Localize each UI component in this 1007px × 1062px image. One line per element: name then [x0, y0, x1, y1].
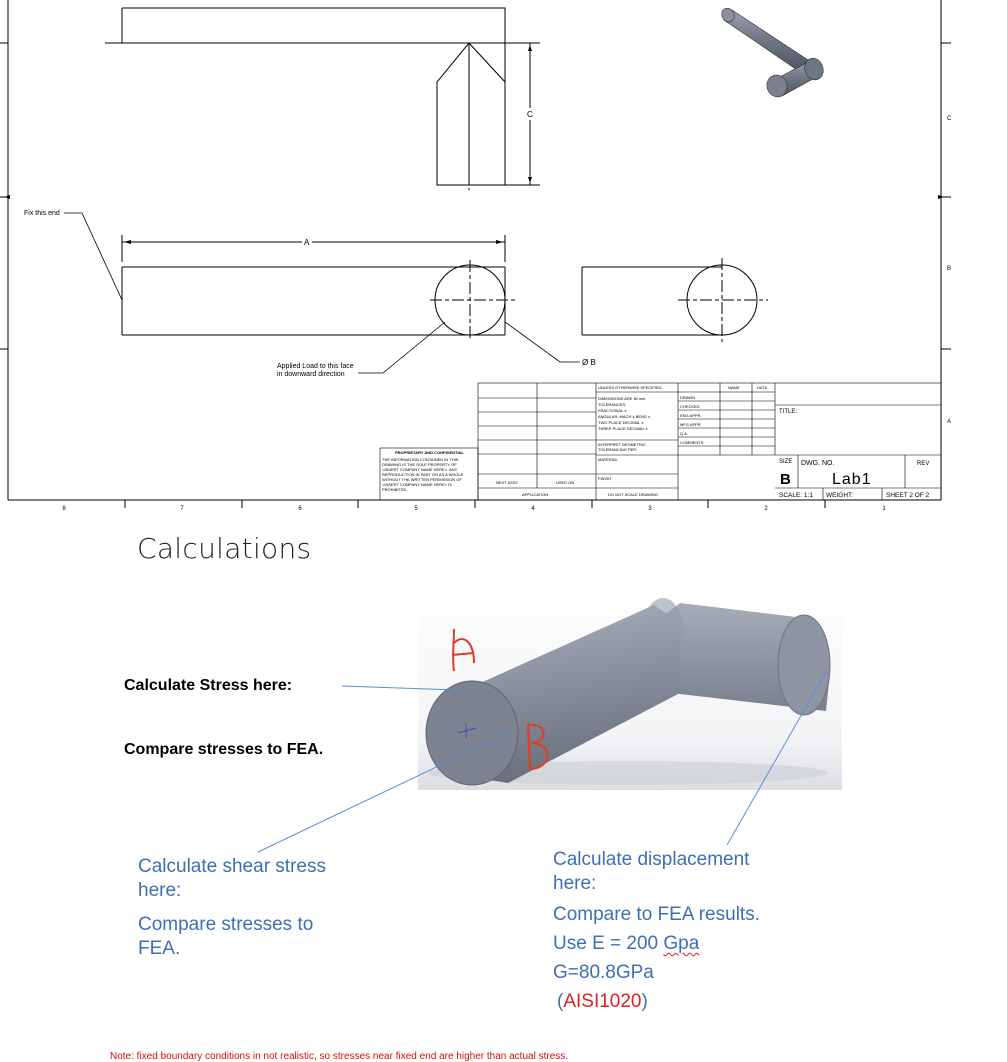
tb-prop-line1: THE INFORMATION CONTAINED IN THIS — [382, 457, 459, 462]
zone-number: 6 — [298, 506, 302, 512]
tb-do-not-scale: DO NOT SCALE DRAWING — [608, 492, 659, 497]
tb-unless: UNLESS OTHERWISE SPECIFIED: — [598, 385, 663, 390]
tb-scale: SCALE: 1:1 — [779, 492, 813, 499]
tb-dims-line2: TOLERANCES: — [598, 402, 627, 407]
tb-size-value: B — [780, 471, 791, 488]
tb-dwg-no-value: Lab1 — [832, 471, 872, 488]
tb-qa: Q.A. — [680, 431, 689, 436]
zone-number: 1 — [882, 506, 886, 512]
shear-stress-note — [138, 855, 326, 961]
tb-dims-line3: FRACTIONAL ± — [598, 408, 627, 413]
dimension-a: A — [304, 238, 310, 247]
tb-rev: REV — [917, 461, 930, 467]
tb-material: MATERIAL — [598, 457, 618, 462]
zone-number: 5 — [414, 506, 418, 512]
tb-title: TITLE: — [779, 409, 798, 415]
tb-mfg-appr: MFG APPR. — [680, 422, 702, 427]
displacement-note — [553, 848, 760, 1016]
shear-line1: Calculate shear stress — [138, 856, 326, 877]
tb-prop-line3: <INSERT COMPANY NAME HERE>. ANY — [382, 467, 458, 472]
tb-prop-line4: REPRODUCTION IN PART OR AS A WHOLE — [382, 472, 464, 477]
shear-line2: here: — [138, 880, 182, 901]
zone-number: 4 — [531, 506, 535, 512]
tb-next-assy: NEXT ASSY — [496, 480, 519, 485]
material-spec — [553, 987, 760, 1016]
youngs-modulus-unit: Gpa — [663, 933, 700, 954]
shear-compare-line1: Compare stresses to — [138, 914, 314, 935]
tb-eng-appr: ENG APPR. — [680, 413, 702, 418]
dimension-b: Ø B — [582, 358, 596, 367]
tb-dims-line5: TWO PLACE DECIMAL ± — [598, 420, 644, 425]
tb-dwg-no-label: DWG. NO. — [801, 460, 835, 467]
youngs-modulus — [553, 929, 760, 958]
zone-letter-b: B — [947, 266, 952, 272]
compare-fea-label: Compare stresses to FEA. — [124, 741, 324, 758]
tb-date: DATE — [757, 385, 768, 390]
calculate-stress-label: Calculate Stress here: — [124, 677, 293, 694]
tb-sheet: SHEET 2 OF 2 — [886, 492, 930, 499]
material-name: AISI1020 — [563, 991, 642, 1012]
tb-application: APPLICATION — [522, 492, 549, 497]
zone-number: 3 — [648, 506, 652, 512]
tb-proprietary: PROPRIETARY AND CONFIDENTIAL — [395, 450, 464, 455]
tb-dims-line4: ANGULAR: MACH ± BEND ± — [598, 414, 651, 419]
disp-compare: Compare to FEA results. — [553, 904, 760, 925]
shear-modulus: G=80.8GPa — [553, 962, 654, 983]
tb-used-on: USED ON — [556, 480, 575, 485]
material-paren-close: ) — [641, 991, 648, 1012]
tb-size-label: SIZE — [779, 459, 793, 465]
tb-name: NAME — [728, 385, 740, 390]
tb-interpret-line2: TOLERANCING PER: — [598, 447, 638, 452]
calculations-heading: Calculations — [137, 532, 312, 565]
tb-weight: WEIGHT: — [826, 492, 854, 499]
youngs-modulus-prefix: Use E = 200 — [553, 933, 664, 954]
tb-drawn: DRAWN — [680, 395, 695, 400]
footnote: Note: fixed boundary conditions in not realistic, so stresses near fixed end are higher than actual stress. — [110, 1051, 569, 1062]
tb-checked: CHECKED — [680, 404, 700, 409]
shear-compare-line2: FEA. — [138, 938, 181, 959]
zone-number: 7 — [180, 506, 184, 512]
zone-number: 2 — [764, 506, 768, 512]
zone-letter-c: C — [947, 116, 952, 122]
tb-prop-line2: DRAWING IS THE SOLE PROPERTY OF — [382, 462, 457, 467]
tb-comments: COMMENTS: — [680, 440, 705, 445]
tb-finish: FINISH — [598, 476, 612, 481]
zone-number: 8 — [62, 506, 66, 512]
zone-letter-a: A — [947, 419, 952, 425]
tb-dims-line6: THREE PLACE DECIMAL ± — [598, 426, 648, 431]
fix-end-label: Fix this end — [24, 210, 60, 217]
disp-line2: here: — [553, 873, 597, 894]
applied-load-label-line2: in downward direction — [277, 371, 345, 378]
applied-load-label-line1: Applied Load to this face — [277, 363, 354, 370]
tb-prop-line5: WITHOUT THE WRITTEN PERMISSION OF — [382, 477, 462, 482]
tb-interpret-line1: INTERPRET GEOMETRIC — [598, 442, 646, 447]
tb-prop-line6: <INSERT COMPANY NAME HERE> IS — [382, 482, 452, 487]
dimension-c: C — [527, 110, 533, 119]
tb-dims-line1: DIMENSIONS ARE IN mm — [598, 396, 646, 401]
tb-prop-line7: PROHIBITED. — [382, 487, 408, 492]
material-paren-open: ( — [557, 991, 564, 1012]
disp-line1: Calculate displacement — [553, 849, 750, 870]
